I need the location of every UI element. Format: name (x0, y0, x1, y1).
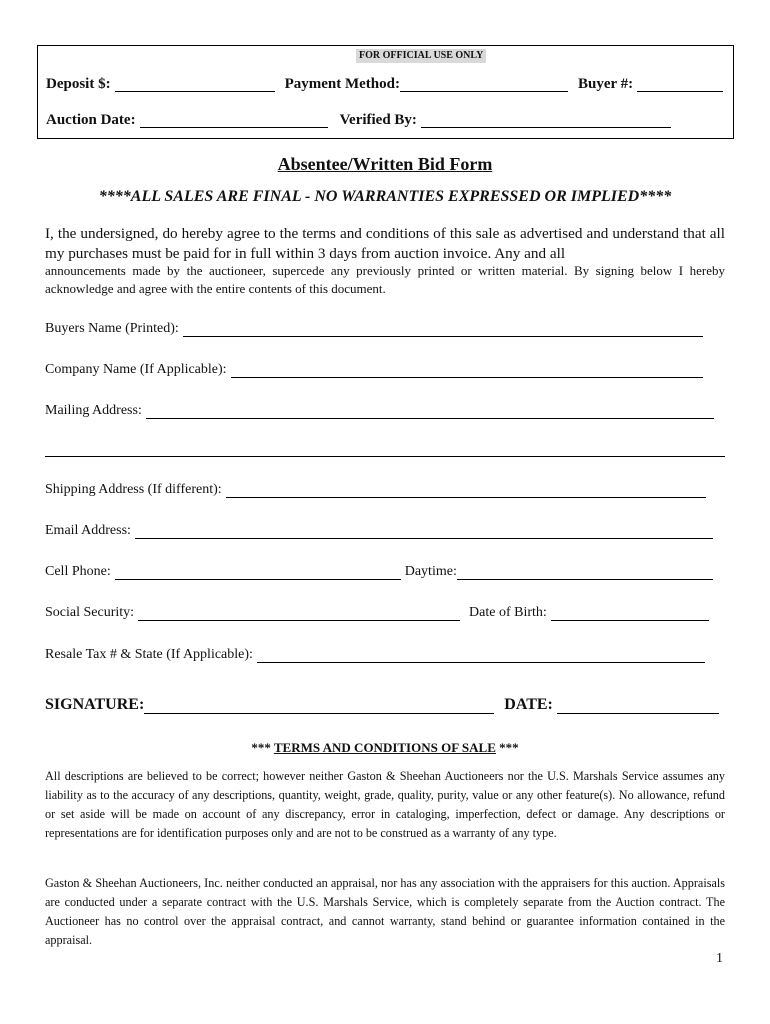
resale-tax-label: Resale Tax # & State (If Applicable): (45, 647, 253, 662)
official-row-2 (46, 112, 671, 128)
intro-paragraph-small: announcements made by the auctioneer, supercede any previously printed or written material. By signing below I hereby acknowledge and agree with the entire contents of this document. (45, 263, 725, 296)
buyer-number-field[interactable] (637, 77, 723, 92)
daytime-field[interactable] (457, 566, 713, 580)
email-row (45, 523, 713, 539)
mailing-address-label: Mailing Address: (45, 403, 142, 418)
buyers-name-label: Buyers Name (Printed): (45, 321, 179, 336)
date-of-birth-field[interactable] (551, 607, 709, 621)
signature-field[interactable] (144, 699, 494, 714)
phone-row (45, 564, 713, 580)
form-subtitle: ****ALL SALES ARE FINAL - NO WARRANTIES EXPRESSED OR IMPLIED**** (98, 188, 672, 205)
terms-title: TERMS AND CONDITIONS OF SALE (273, 740, 496, 755)
mailing-address-row (45, 403, 714, 419)
social-security-label: Social Security: (45, 605, 135, 620)
official-use-label: FOR OFFICIAL USE ONLY (356, 49, 486, 63)
company-name-field[interactable] (231, 364, 703, 378)
buyers-name-row (45, 321, 703, 337)
ssn-row (45, 605, 709, 621)
verified-by-label: Verified By: (339, 112, 417, 128)
daytime-label: Daytime: (404, 564, 457, 579)
terms-paragraph-2: Gaston & Sheehan Auctioneers, Inc. neither conducted an appraisal, nor has any association with the appraisers for this auction. Appraisals are conducted under a separate contract with the U.S. Marshals Service, which is completely separate from the Auction contract. The Auctioneer has no control over the appraisal contract, and cannot warranty, stand behind or guarantee information contained in the appraisal. (45, 876, 725, 947)
cell-phone-field[interactable] (115, 566, 401, 580)
terms-prefix: *** (251, 740, 271, 755)
signature-row (45, 696, 719, 714)
shipping-address-label: Shipping Address (If different): (45, 482, 222, 497)
shipping-address-row (45, 482, 706, 498)
email-field[interactable] (135, 525, 713, 539)
auction-date-field[interactable] (140, 113, 328, 128)
official-row-1 (46, 76, 723, 92)
email-label: Email Address: (45, 523, 131, 538)
signature-label: SIGNATURE: (45, 696, 145, 713)
mailing-address-field[interactable] (146, 405, 714, 419)
intro-paragraph: I, the undersigned, do hereby agree to the terms and conditions of this sale as advertised and understand that all my purchases must be paid for in full within 3 days from auction invoice. Any and all (45, 225, 725, 262)
payment-method-field[interactable] (400, 77, 568, 92)
date-field[interactable] (557, 699, 719, 714)
deposit-label: Deposit $: (46, 76, 111, 92)
resale-tax-field[interactable] (257, 649, 705, 663)
company-name-row (45, 362, 703, 378)
date-of-birth-label: Date of Birth: (469, 605, 547, 620)
auction-date-label: Auction Date: (46, 112, 136, 128)
verified-by-field[interactable] (421, 113, 671, 128)
buyers-name-field[interactable] (183, 323, 703, 337)
deposit-field[interactable] (115, 77, 275, 92)
terms-suffix: *** (499, 740, 519, 755)
terms-paragraph-1: All descriptions are believed to be correct; however neither Gaston & Sheehan Auctioneers nor the U.S. Marshals Service assumes any liability as to the accuracy of any descriptions, quantity, weight, grade, quality, purity, value or any other feature(s). No allowance, refund or set aside will be made on account of any discrepancy, error in cataloging, imperfection, defect or damage. Any descriptions or representations are for identification purposes only and are not to be construed as a warranty of any type. (45, 769, 725, 840)
resale-tax-row (45, 647, 705, 663)
shipping-address-field[interactable] (226, 484, 706, 498)
cell-phone-label: Cell Phone: (45, 564, 111, 579)
form-title: Absentee/Written Bid Form (277, 154, 493, 174)
date-label: DATE: (504, 696, 553, 713)
terms-heading (0, 740, 770, 756)
page-number: 1 (716, 951, 723, 966)
mailing-address-line-2[interactable] (45, 456, 725, 457)
buyer-number-label: Buyer #: (577, 76, 634, 92)
company-name-label: Company Name (If Applicable): (45, 362, 227, 377)
official-use-box (37, 45, 734, 139)
payment-method-label: Payment Method: (284, 76, 400, 92)
social-security-field[interactable] (138, 607, 460, 621)
